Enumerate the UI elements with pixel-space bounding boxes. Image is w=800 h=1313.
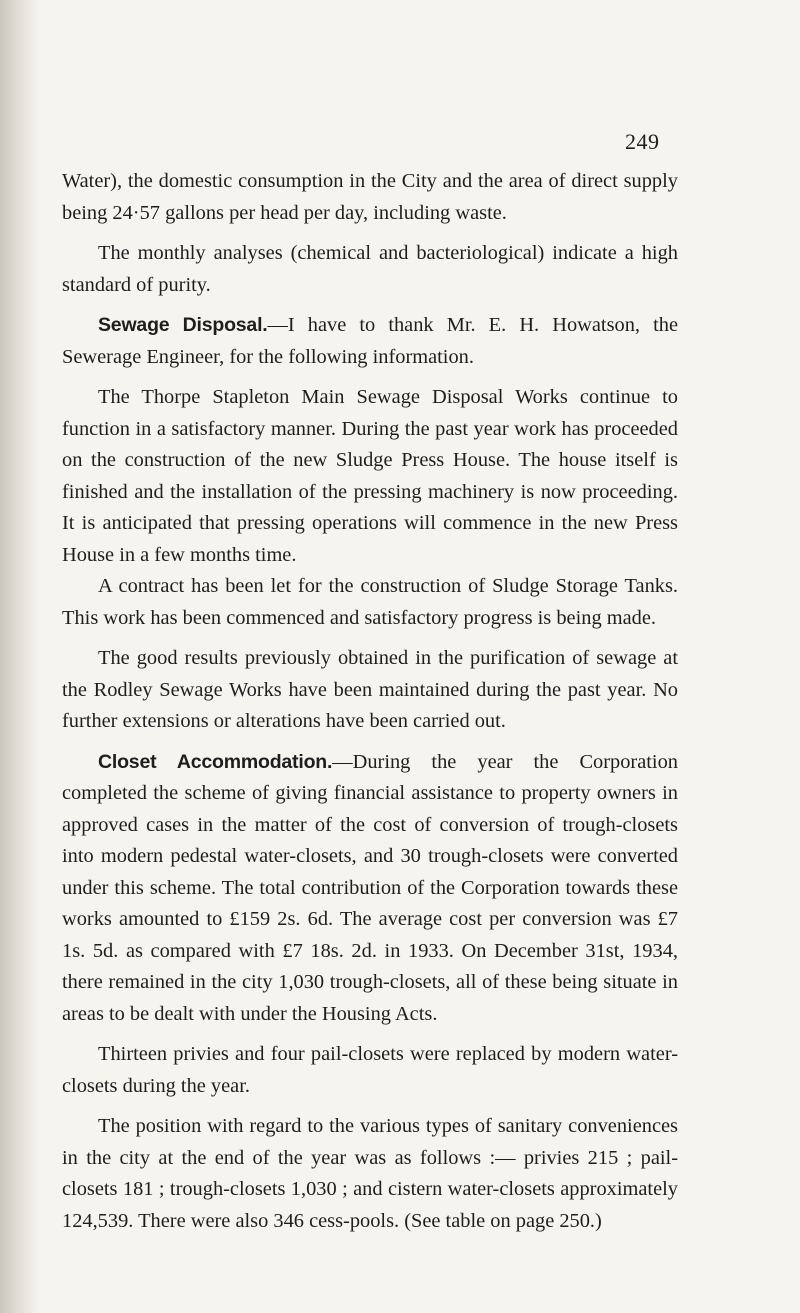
closet-accommodation-text: —During the year the Corporation completed the scheme of giving financial assistance to property owners in approved cases in the matter of the cost of conversion of trough-closets into modern pedestal water-closets, and 30 trough-closets were converted under this scheme. The total contribution of the Corporation towards these works amounted to £159 2s. 6d. The average cost per conversion was £7 1s. 5d. as compared with £7 18s. 2d. in 1933. On December 31st, 1934, there remained in the city 1,030 trough-closets, all of these being situate in areas to be dealt with under the Housing Acts. [62, 750, 678, 1025]
paragraph-rodley: The good results previously obtained in the purification of sewage at the Rodley Sewage Works have been maintained during the past year. No further extensions or alterations have been carried out. [62, 647, 678, 732]
paragraph-water-consumption: Water), the domestic consumption in the City and the area of direct supply being 24·57 gallons per head per day, including waste. [62, 170, 678, 224]
paragraph-thorpe-stapleton: The Thorpe Stapleton Main Sewage Disposal Works continue to function in a satisfactory manner. During the past year work has proceeded on the construction of the new Sludge Press House. The house itself is finished and the installation of the pressing machinery is now proceeding. It is anticipated that pressing operations will commence in the new Press House in a few months time. [62, 386, 678, 566]
body-text [62, 166, 678, 1237]
page-number: 249 [625, 129, 660, 154]
sewage-disposal-text: —I have to thank Mr. E. H. Howatson, the Sewerage Engineer, for the following information. [62, 314, 679, 368]
paragraph-privies-replaced: Thirteen privies and four pail-closets were replaced by modern water-closets during the year. [62, 1043, 678, 1097]
paragraph-closet-accommodation [62, 747, 678, 1031]
page-binding-shadow [0, 0, 40, 1313]
paragraph-sanitary-conveniences: The position with regard to the various types of sanitary conveniences in the city at the end of the year was as follows :— privies 215 ; pail-closets 181 ; trough-closets 1,030 ; and cistern water-closets approximately 124,539. There were also 346 cess-pools. (See table on page 250.) [62, 1115, 678, 1232]
paragraph-sewage-disposal [62, 310, 678, 373]
sewage-disposal-heading: Sewage Disposal. [98, 314, 268, 336]
paragraph-sludge-storage: A contract has been let for the construction of Sludge Storage Tanks. This work has been commenced and satisfactory progress is being made. [62, 575, 678, 629]
closet-accommodation-heading: Closet Accommodation. [98, 750, 333, 773]
paragraph-analyses: The monthly analyses (chemical and bacteriological) indicate a high standard of purity. [62, 242, 678, 296]
